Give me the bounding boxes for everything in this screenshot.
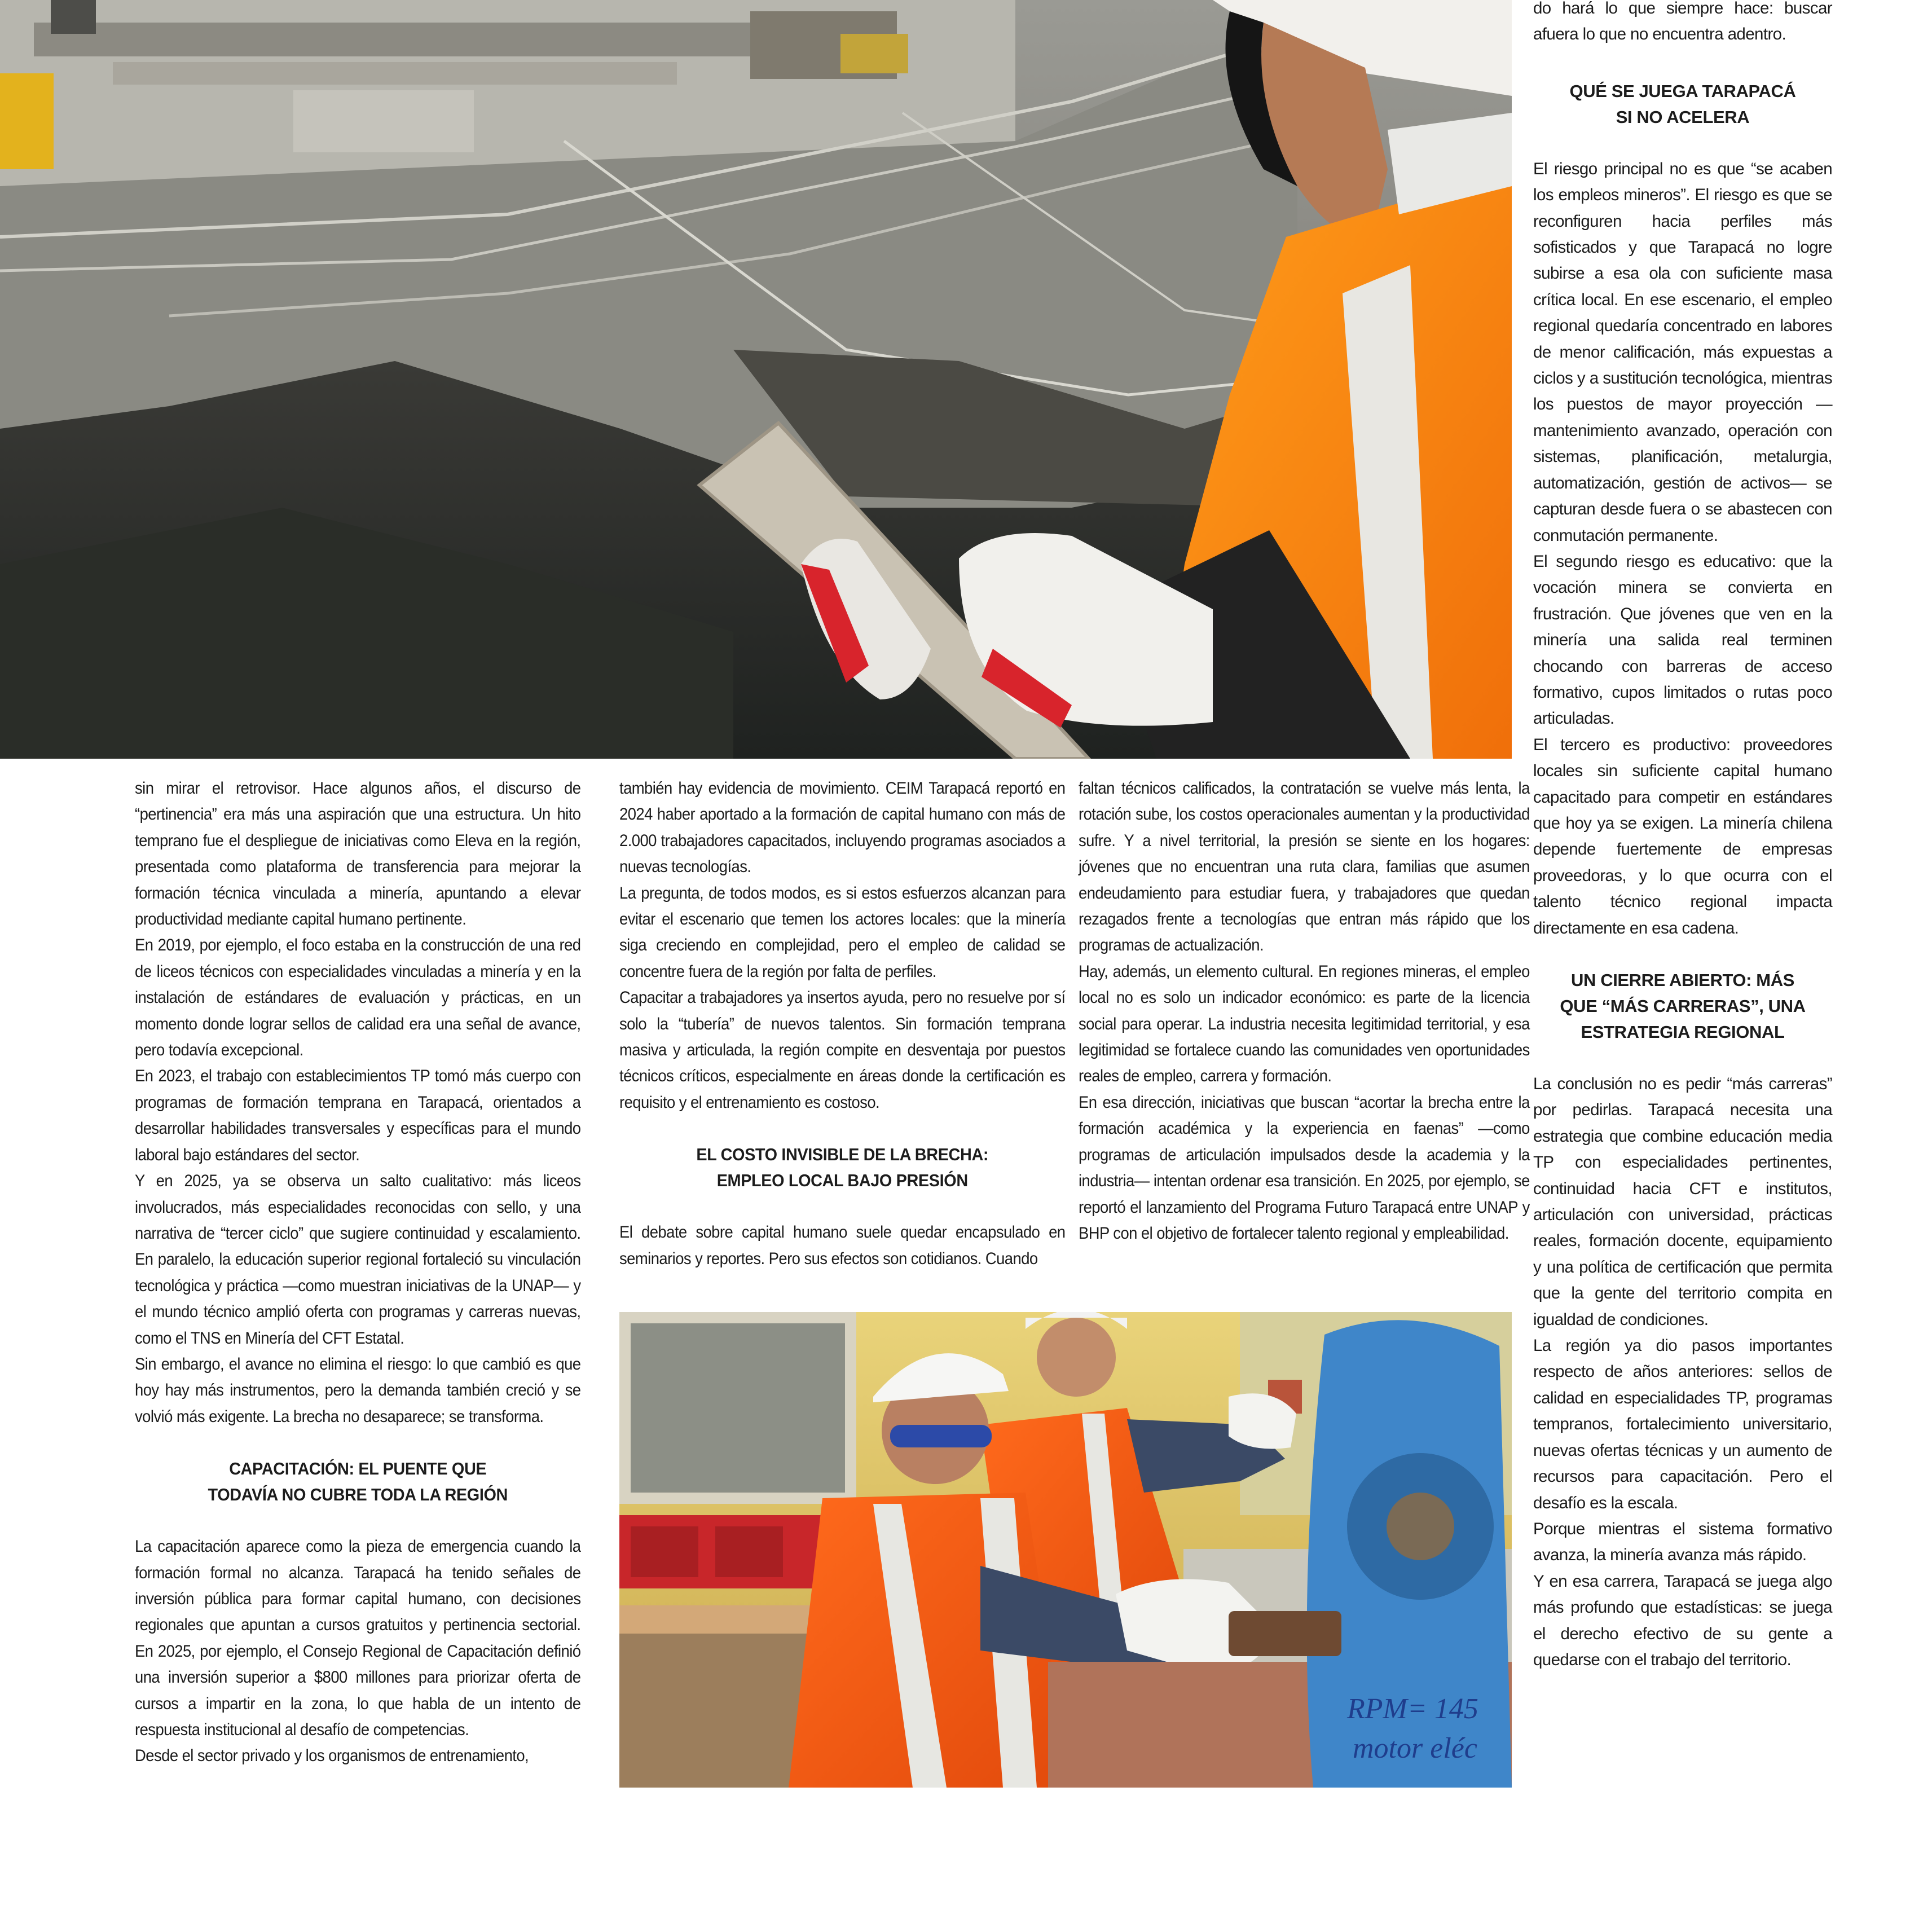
- col3-paragraph-2: Hay, además, un elemento cultural. En regiones mineras, el empleo local no es solo un indicador económico: es parte de la licencia social para operar. La industria necesita legitimidad territorial, y esa legitimidad se fortalece cuando las comunidades ven oportunidades reales de empleo, carrera y formación.: [1079, 962, 1530, 1086]
- column-1: [135, 776, 581, 1770]
- column-3: [1079, 776, 1530, 1247]
- worker-2-face: [1037, 1318, 1116, 1397]
- yellow-tank: [0, 73, 54, 169]
- col3-paragraph-1: faltan técnicos calificados, la contratación se vuelve más lenta, la rotación sube, los costos operacionales aumentan y la productividad sufre. Y a nivel territorial, la presión se siente en los hogares: jóvenes que no encuentran una ruta clara, familias que asumen endeudamiento para estudiar fuera, y trabajadores que quedan rezagados frente a tecnologías que entran más rápido que los programas de actualización.: [1079, 779, 1530, 955]
- right-paragraph-1: El riesgo principal no es que “se acaben los empleos mineros”. El riesgo es que se reconfiguren hacia perfiles más sofisticados y que Tarapacá no logre subirse a esa ola con suficiente masa crítica local. En ese escenario, el empleo regional quedaría concentrado en labores de menor calificación, más expuestas a ciclos y a sustitución tecnológica, mientras los puestos de mayor proyección —mantenimiento avanzado, operación con sistemas, planificación, metalurgia, automatización, gestión de activos— se capturan desde fuera o se abastecen con conmutación permanente.: [1533, 159, 1832, 545]
- heading-capacitacion: CAPACITACIÓN: EL PUENTE QUE TODAVÍA NO CUBRE TODA LA REGIÓN: [208, 1459, 508, 1505]
- col2-paragraph-4: El debate sobre capital humano suele quedar encapsulado en seminarios y reportes. Pero sus efectos son cotidianos. Cuando: [619, 1223, 1066, 1268]
- col1-paragraph-2: En 2019, por ejemplo, el foco estaba en la construcción de una red de liceos técnicos con especialidades vinculadas a minería y en la instalación de estándares de evaluación y prácticas, en un momento donde lograr sellos de calidad era una señal de avance, pero todavía excepcional.: [135, 936, 581, 1060]
- col1-paragraph-4: Y en 2025, ya se observa un salto cualitativo: más liceos involucrados, más especialidades reconocidas con sello, y una narrativa de “tercer ciclo” que sugiere continuidad y escalamiento. En paralelo, la educación superior regional fortaleció su vinculación tecnológica y práctica —como muestran iniciativas de la UNAP— y el mundo técnico amplió oferta con programas y carreras nuevas, como el TNS en Minería del CFT Estatal.: [135, 1172, 581, 1348]
- right-paragraph-5: La región ya dio pasos importantes respecto de años anteriores: sellos de calidad en especialidades TP, programas tempranos, fortalecimiento universitario, nuevas ofertas técnicas y un aumento de recursos para capacitación. Pero el desafío es la escala.: [1533, 1336, 1832, 1512]
- heading-que-se-juega: QUÉ SE JUEGA TARAPACÁ SI NO ACELERA: [1569, 81, 1796, 127]
- heading-cierre-abierto: UN CIERRE ABIERTO: MÁS QUE “MÁS CARRERAS”, UNA ESTRATEGIA REGIONAL: [1560, 970, 1806, 1042]
- handwriting-rpm: RPM= 145: [1347, 1693, 1478, 1725]
- col1-paragraph-7: Desde el sector privado y los organismos de entrenamiento,: [135, 1746, 529, 1766]
- col1-paragraph-6: La capacitación aparece como la pieza de emergencia cuando la formación formal no alcanza. Tarapacá ha tenido señales de inversión pública para formar capital humano, con decisiones regionales que apuntan a cursos gratuitos y pertinencia sectorial. En 2025, por ejemplo, el Consejo Regional de Capacitación definió una inversión superior a $800 millones para priorizar oferta de cursos a impartir en la zona, lo que habla de un intento de respuesta institucional al desafío de competencias.: [135, 1537, 581, 1739]
- col1-paragraph-5: Sin embargo, el avance no elimina el riesgo: lo que cambió es que hoy hay más instrumentos, pero la demanda también creció y se volvió más exigente. La brecha no desaparece; se transforma.: [135, 1354, 581, 1426]
- top-photo-mine-worker: [0, 0, 1512, 759]
- col2-paragraph-1: también hay evidencia de movimiento. CEIM Tarapacá reportó en 2024 haber aportado a la formación de capital humano con más de 2.000 trabajadores capacitados, incluyendo programas asociados a nuevas tecnologías.: [619, 779, 1066, 877]
- col3-paragraph-3: En esa dirección, iniciativas que buscan “acortar la brecha entre la formación académica y la experiencia en faenas” —como programas de articulación impulsados desde la academia y la industria— intentan ordenar esa transición. En 2025, por ejemplo, se reportó el lanzamiento del Programa Futuro Tarapacá entre UNAP y BHP con el objetivo de fortalecer talento regional y empleabilidad.: [1079, 1093, 1530, 1243]
- right-paragraph-2: El segundo riesgo es educativo: que la vocación minera se convierta en frustración. Que jóvenes que ven en la minería una salida real terminen chocando con barreras de acceso formativo, cupos limitados o rutas poco articuladas.: [1533, 552, 1832, 728]
- col1-paragraph-1: sin mirar el retrovisor. Hace algunos años, el discurso de “pertinencia” era más una aspiración que una estructura. Un hito temprano fue el despliegue de iniciativas como Eleva en la región, presentada como plataforma de transferencia para mejorar la formación técnica vinculada a minería, apuntando a elevar productividad mediante capital humano pertinente.: [135, 779, 581, 929]
- col2-paragraph-3: Capacitar a trabajadores ya insertos ayuda, pero no resuelve por sí solo la “tubería” de nuevos talentos. Sin formación temprana masiva y articulada, la región compite en desventaja por puestos técnicos críticos, especialmente en áreas donde la certificación es requisito y el entrenamiento es costoso.: [619, 988, 1066, 1112]
- col1-paragraph-3: En 2023, el trabajo con establecimientos TP tomó más cuerpo con programas de formación temprana en Tarapacá, orientados a desarrollar habilidades transversales y específicas para el mundo laboral bajo estándares del sector.: [135, 1067, 581, 1164]
- right-paragraph-4: La conclusión no es pedir “más carreras” por pedirlas. Tarapacá necesita una estrategia que combine educación media TP con especialidades pertinentes, continuidad hacia CFT e institutos, articulación con universidad, prácticas reales, formación docente, equipamiento y una política de certificación que permita que la gente del territorio compita en igualdad de condiciones.: [1533, 1075, 1832, 1329]
- worker-1-goggles: [890, 1425, 992, 1447]
- right-paragraph-3: El tercero es productivo: proveedores locales sin suficiente capital humano capacitado para competir en estándares que hoy ya se exigen. La minería chilena depende fuertemente de empresas proveedoras, y lo que ocurra con el talento técnico regional impacta directamente en esa cadena.: [1533, 735, 1832, 938]
- column-2: [619, 776, 1066, 1272]
- right-column: [1533, 0, 1832, 1673]
- right-paragraph-7: Y en esa carrera, Tarapacá se juega algo más profundo que estadísticas: se juega el derecho efectivo de su gente a quedarse con el trabajo del territorio.: [1533, 1572, 1832, 1669]
- bottom-photo-workshop: [619, 1312, 1512, 1788]
- heading-costo-invisible: EL COSTO INVISIBLE DE LA BRECHA: EMPLEO LOCAL BAJO PRESIÓN: [696, 1145, 989, 1191]
- right-paragraph-6: Porque mientras el sistema formativo avanza, la minería avanza más rápido.: [1533, 1519, 1832, 1565]
- right-intro: do hará lo que siempre hace: buscar afuera lo que no encuentra adentro.: [1533, 0, 1832, 44]
- col2-paragraph-2: La pregunta, de todos modos, es si estos esfuerzos alcanzan para evitar el escenario que temen los actores locales: que la minería siga creciendo en complejidad, pero el empleo de calidad se concentre fuera de la región por falta de perfiles.: [619, 883, 1066, 981]
- handwriting-motor: motor eléc: [1353, 1732, 1477, 1764]
